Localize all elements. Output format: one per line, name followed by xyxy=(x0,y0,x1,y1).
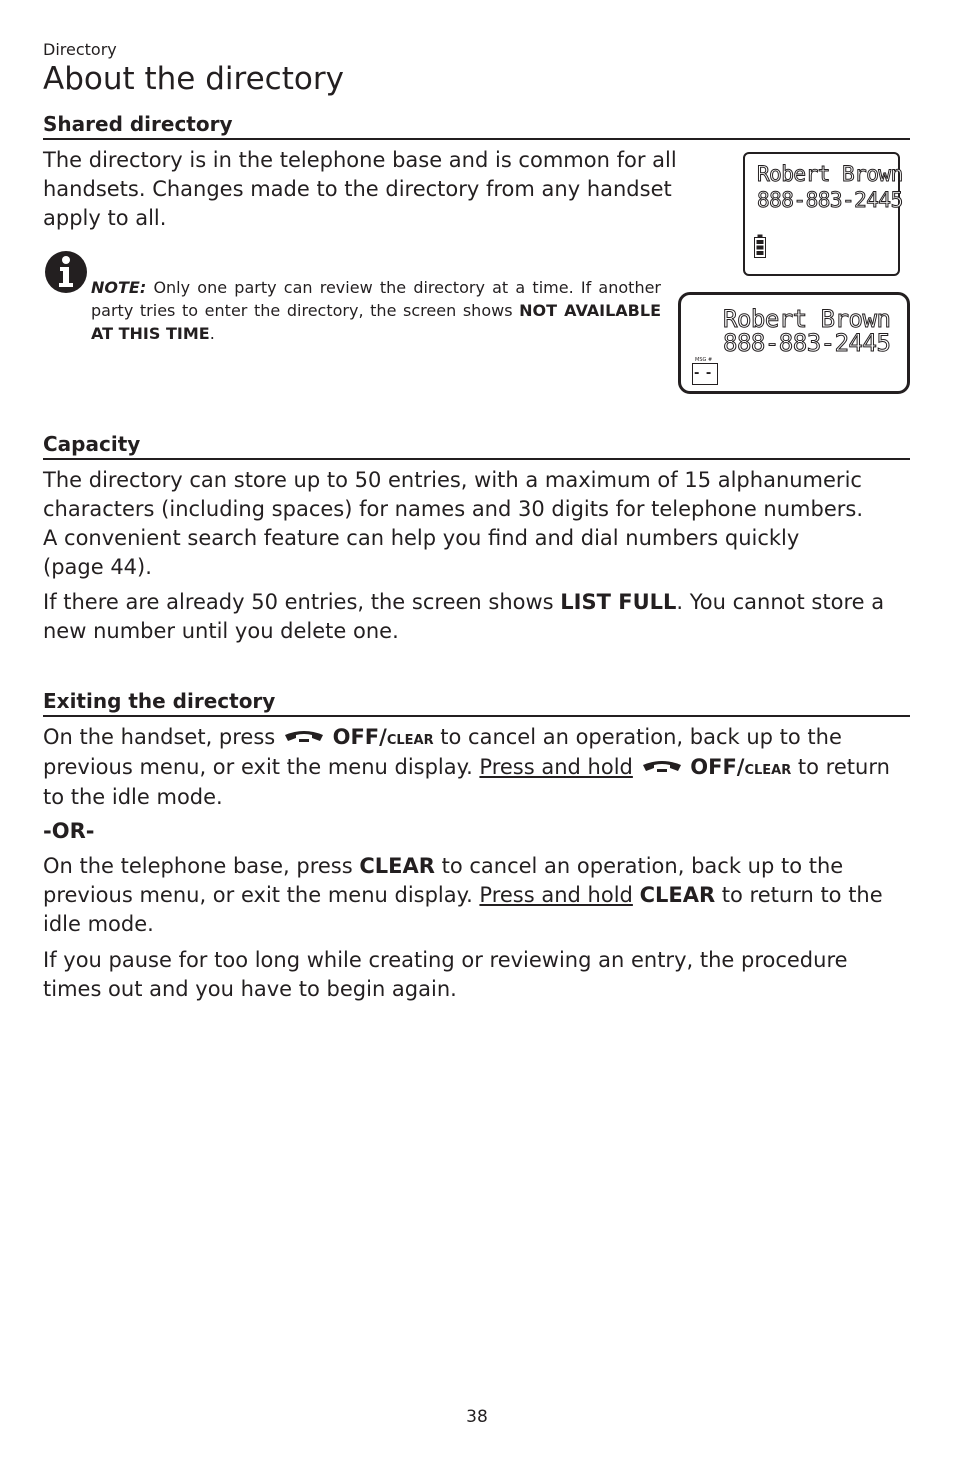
phone-handset-icon xyxy=(282,730,326,746)
handset-screen xyxy=(743,152,903,276)
note-body: Only one party can review the directory at a time. If another party tries to enter the directory, the screen shows xyxy=(91,278,661,320)
message-counter-label: MSG # xyxy=(695,357,713,363)
base-screen-number: 888-883-2445 xyxy=(723,329,891,357)
capacity-line-1: The directory can store up to 50 entries, with a maximum of 15 alphanumeric xyxy=(43,468,862,492)
clear-key-text: clear xyxy=(744,757,792,779)
exit-handset-paragraph xyxy=(43,723,913,812)
clear-key: CLEAR xyxy=(359,854,435,878)
clear-key-text: clear xyxy=(386,727,434,749)
section-heading-shared-directory: Shared directory xyxy=(43,112,910,140)
breadcrumb: Directory xyxy=(43,40,117,59)
handset-screen-number: 888-883-2445 xyxy=(757,188,903,212)
base-screen-name: Robert Brown xyxy=(723,305,891,333)
off-key-text: OFF/ xyxy=(690,755,745,779)
off-clear-key-label xyxy=(690,755,791,779)
list-full-paragraph xyxy=(43,588,913,646)
or-separator: -OR- xyxy=(43,819,95,843)
capacity-line-2: characters (including spaces) for names and 30 digits for telephone numbers. xyxy=(43,497,864,521)
phone-handset-icon xyxy=(640,760,684,776)
list-full-text-a: If there are already 50 entries, the screen shows xyxy=(43,590,561,614)
battery-icon xyxy=(754,234,766,258)
section-heading-capacity: Capacity xyxy=(43,432,910,460)
list-full-text-b: . You cannot store a new number until you delete one. xyxy=(43,590,885,643)
page-title: About the directory xyxy=(43,61,344,97)
handset-screen-name: Robert Brown xyxy=(757,162,903,186)
exit-base-text-a: On the telephone base, press xyxy=(43,854,360,878)
exit-handset-text-c: to return to the idle mode. xyxy=(43,755,890,809)
press-and-hold-base: Press and hold xyxy=(479,883,633,907)
capacity-line-3: A convenient search feature can help you find and dial numbers quickly xyxy=(43,526,800,550)
shared-directory-text: The directory is in the telephone base and is common for all handsets. Changes made to the directory from any handset apply to all. xyxy=(43,148,677,230)
note-status-message: NOT AVAILABLE AT THIS TIME xyxy=(91,301,661,343)
exit-handset-text-b: to cancel an operation, back up to the previous menu, or exit the menu display. xyxy=(43,725,842,779)
info-icon xyxy=(44,250,88,294)
note-end: . xyxy=(209,324,215,343)
capacity-line-4: (page 44). xyxy=(43,555,152,579)
timeout-paragraph: If you pause for too long while creating or reviewing an entry, the procedure times out and you have to begin again. xyxy=(43,948,848,1001)
exit-handset-text-a: On the handset, press xyxy=(43,725,282,749)
capacity-paragraph xyxy=(43,466,923,582)
section-heading-exiting: Exiting the directory xyxy=(43,689,910,717)
exit-base-paragraph xyxy=(43,852,913,939)
exit-base-text-c: to return to the idle mode. xyxy=(43,883,883,936)
off-key-text: OFF/ xyxy=(332,725,387,749)
press-and-hold-handset: Press and hold xyxy=(479,755,633,779)
note-label: NOTE: xyxy=(91,278,147,297)
page-number: 38 xyxy=(466,1407,488,1427)
list-full-message: LIST FULL xyxy=(560,590,677,614)
exit-base-text-b: to cancel an operation, back up to the previous menu, or exit the menu display. xyxy=(43,854,844,907)
message-counter-digits: - - xyxy=(694,366,713,381)
note-text xyxy=(91,276,661,345)
clear-key: CLEAR xyxy=(639,883,716,907)
off-clear-key-label xyxy=(333,725,434,749)
base-screen xyxy=(678,292,910,394)
